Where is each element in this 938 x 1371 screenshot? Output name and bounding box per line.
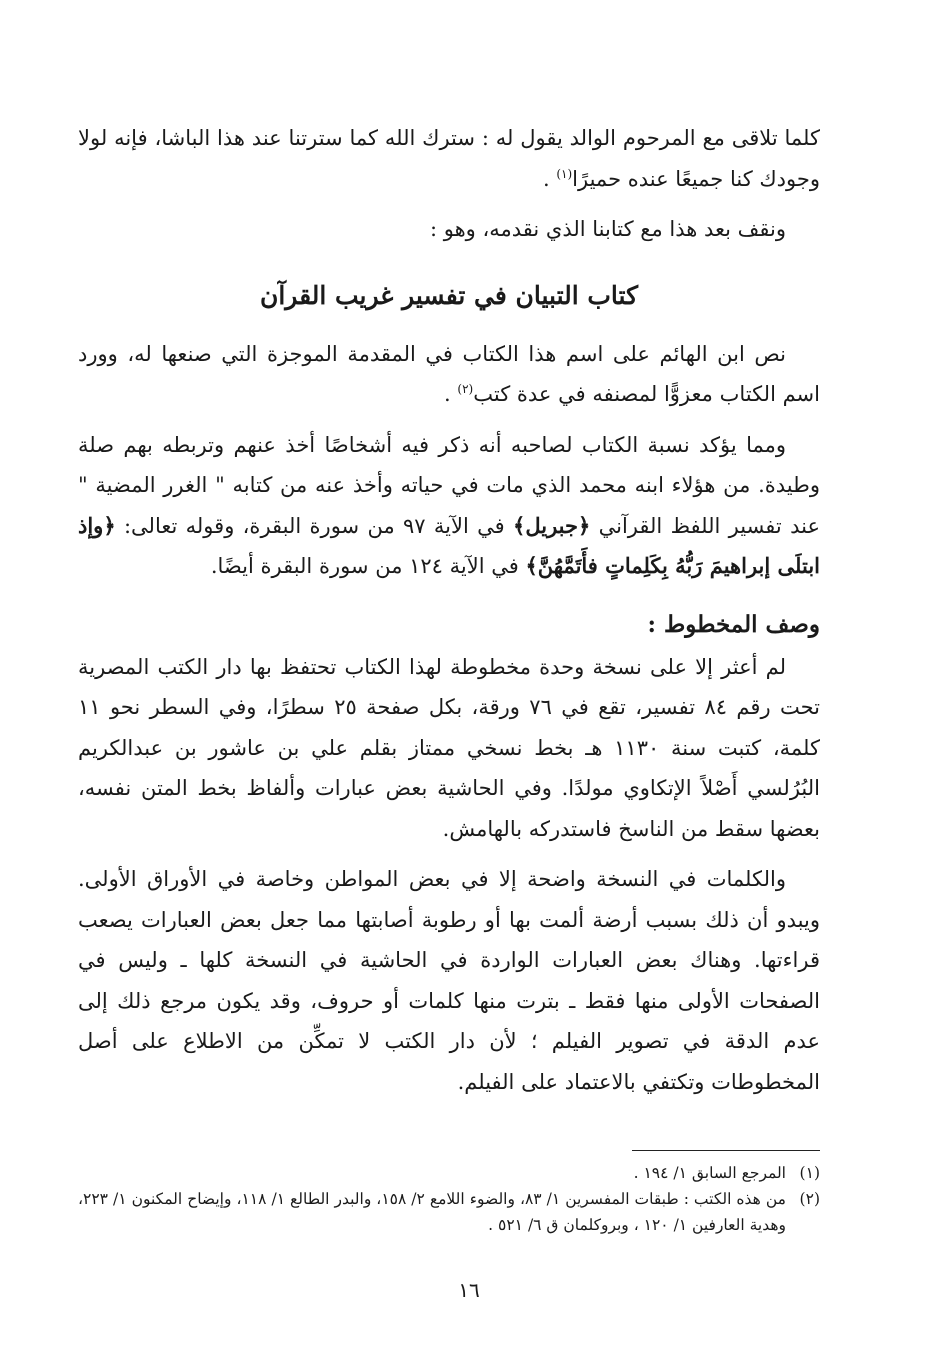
quran-verse-ibrahim: ﴿وإذ ابتلَى إبراهيمَ رَبُّهُ بِكَلِماتٍ فأَتَمَّهُنَّ﴾ (78, 512, 820, 578)
footnote-text: من هذه الكتب : طبقات المفسرين ١/ ٨٣، والضوء اللامع ٢/ ١٥٨، والبدر الطالع ١/ ١١٨، وإيضاح المكنون ١/ ٢٢٣، وهدية العارفين ١/ ١٢٠ ، وبروكلمان ق ٦/ ٥٢١ . (78, 1190, 786, 1234)
footnote-number: (٢) (799, 1190, 820, 1208)
paragraph-text: ومما يؤكد نسبة الكتاب لصاحبه أنه ذكر فيه أشخاصًا أخذ عنهم وتربطه بهم صلة وطيدة. من هؤلاء ابنه محمد الذي مات في حياته وأخذ عنه من كتابه " الغرر المضية " عند تفسير اللفظ القرآني (78, 432, 820, 538)
paragraph-transition: ونقف بعد هذا مع كتابنا الذي نقدمه، وهو : (429, 217, 786, 241)
footnote-divider (632, 1150, 820, 1151)
paragraph-text: كلما تلاقى مع المرحوم الوالد يقول له : سترك الله كما سترتنا عند هذا الباشا، فإنه لولا وجودك كنا جميعًا عنده حميرًا (78, 126, 820, 191)
paragraph-intro (78, 334, 820, 415)
paragraph-attribution (78, 425, 820, 587)
paragraph-punct: . (542, 166, 557, 191)
paragraph-manuscript-2: والكلمات في النسخة واضحة إلا في بعض المواطن وخاصة في الأوراق الأولى. ويبدو أن ذلك بسبب أرضة ألمت بها أو رطوبة أصابتها مما جعل بعض العبارات يصعب قراءتها. وهناك بعض العبارات الواردة في الحاشية في النسخة كلها ـ وليس في الصفحات الأولى منها فقط ـ بترت منها كلمات أو حروف، وقد يكون مرجع ذلك إلى عدم الدقة في تصوير الفيلم ؛ لأن دار الكتب لا تمكِّن من الاطلاع على أصل المخطوطات وتكتفي بالاعتماد على الفيلم. (78, 867, 820, 1094)
footnote-1 (78, 1160, 820, 1186)
paragraph-continuation (78, 118, 820, 199)
paragraph-punct: . (444, 382, 458, 406)
paragraph-text: في الآية ١٢٤ من سورة البقرة أيضًا. (210, 554, 526, 578)
page-body (78, 118, 820, 1102)
footnote-text: المرجع السابق ١/ ١٩٤ . (633, 1164, 786, 1182)
paragraph-text: في الآية ٩٧ من سورة البقرة، وقوله تعالى: (115, 513, 514, 538)
footnote-ref-1[interactable]: (١) (556, 166, 573, 181)
footnotes (78, 1160, 820, 1238)
section-heading-manuscript: وصف المخطوط : (647, 610, 820, 638)
page-number: ١٦ (458, 1278, 480, 1302)
footnote-ref-2[interactable]: (٢) (457, 382, 474, 396)
quran-term-jibril: ﴿جبريل﴾ (513, 512, 591, 538)
footnote-2 (78, 1186, 820, 1238)
paragraph-manuscript-1: لم أعثر إلا على نسخة وحدة مخطوطة لهذا الكتاب تحتفظ بها دار الكتب المصرية تحت رقم ٨٤ تفسير، تقع في ٧٦ ورقة، بكل صفحة ٢٥ سطرًا، وفي السطر نحو ١١ كلمة، كتبت سنة ١١٣٠ هـ بخط نسخي ممتاز بقلم علي بن عاشور بن عبدالكريم البُرُلسي أَصْلاً الإتكاوي مولدًا. وفي الحاشية بعض عبارات وألفاظ بخط المتن نفسه، بعضها سقط من الناسخ فاستدركه بالهامش. (78, 654, 820, 841)
footnote-number: (١) (799, 1164, 820, 1182)
paragraph-text: نص ابن الهائم على اسم هذا الكتاب في المقدمة الموجزة التي صنعها له، وورد اسم الكتاب معزوًّا لمصنفه في عدة كتب (78, 341, 820, 406)
book-title: كتاب التبيان في تفسير غريب القرآن (259, 280, 638, 310)
